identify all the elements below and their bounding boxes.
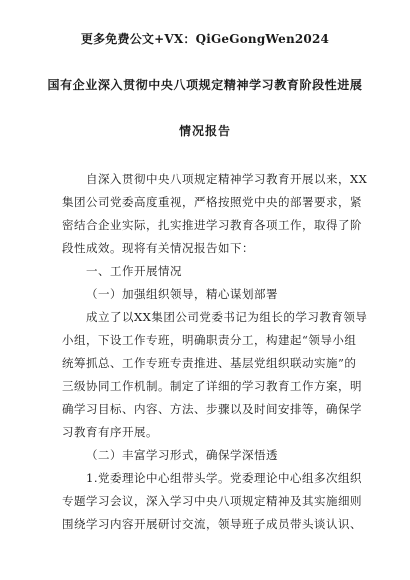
subsection-heading: （二）丰富学习形式，确保学深悟透 [86,448,278,462]
paragraph-line: 1.党委理论中心组带头学。党委理论中心组多次组织 [86,471,362,485]
paragraph-line: 成立了以XX集团公司党委书记为组长的学习教育领导 [86,310,368,324]
paragraph-line: 自深入贯彻中央八项规定精神学习教育开展以来，XX [86,172,368,186]
paragraph-line: 密结合企业实际，扎实推进学习教育各项工作，取得了阶 [62,218,362,232]
subsection-heading: （一）加强组织领导，精心谋划部署 [86,287,278,301]
document-title-continued: 情况报告 [178,124,231,138]
paragraph-line: 小组，下设工作专班，明确职责分工，构建起“领导小组 [62,333,357,347]
document-title: 国有企业深入贯彻中央八项规定精神学习教育阶段性进展 [47,78,363,92]
paragraph-line: 专题学习会议，深入学习中央八项规定精神及其实施细则 [62,494,362,508]
paragraph-line: 统筹抓总、工作专班专责推进、基层党组织联动实施”的 [62,356,357,370]
paragraph-line: 集团公司党委高度重视，严格按照党中央的部署要求，紧 [62,195,362,209]
paragraph-line: 习教育有序开展。 [62,425,158,439]
promo-header: 更多免费公文+VX：QiGeGongWen2024 [80,32,330,46]
paragraph-line: 段性成效。现将有关情况报告如下： [62,241,254,255]
section-heading: 一、工作开展情况 [86,264,182,278]
paragraph-line: 确学习目标、内容、方法、步骤以及时间安排等，确保学 [62,402,362,416]
paragraph-line: 围绕学习内容开展研讨交流，领导班子成员带头谈认识、 [62,517,362,531]
paragraph-line: 三级协同工作机制。制定了详细的学习教育工作方案，明 [62,379,362,393]
